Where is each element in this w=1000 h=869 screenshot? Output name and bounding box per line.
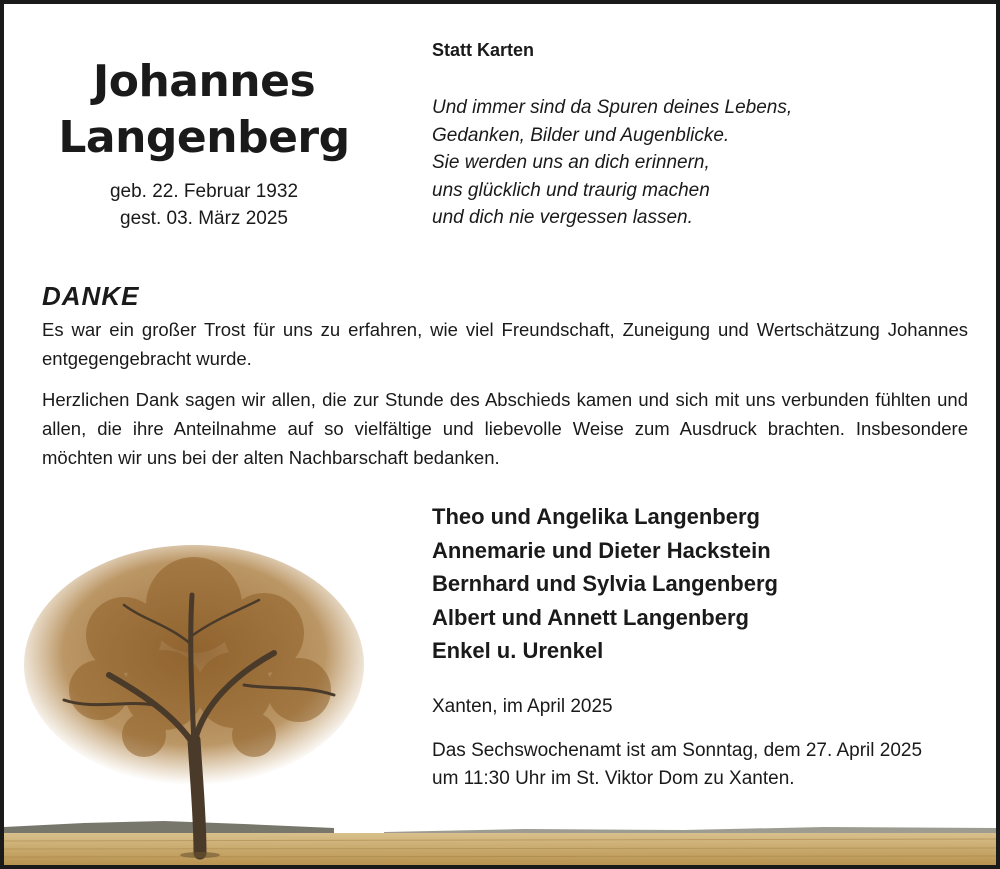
thanks-paragraph-1: Es war ein großer Trost für uns zu erfahren, wie viel Freundschaft, Zuneigung und Wertschätzung Johannes entgegengebracht wurde. bbox=[42, 319, 968, 369]
header-note: Statt Karten bbox=[432, 40, 535, 60]
deceased-first-name: Johannes bbox=[92, 56, 316, 107]
death-date: gest. 03. März 2025 bbox=[120, 208, 288, 229]
birth-date: geb. 22. Februar 1932 bbox=[109, 181, 299, 202]
poem-line: Und immer sind da Spuren deines Lebens, bbox=[432, 97, 793, 118]
deceased-name-block bbox=[44, 54, 364, 232]
poem bbox=[432, 94, 792, 232]
signer-name: Albert und Annett Langenberg bbox=[432, 604, 749, 630]
thanks-heading: DANKE bbox=[42, 281, 140, 311]
signer-name: Bernhard und Sylvia Langenberg bbox=[432, 571, 778, 596]
poem-line: und dich nie vergessen lassen. bbox=[432, 207, 693, 228]
deceased-last-name: Langenberg bbox=[58, 112, 350, 163]
thanks-paragraph-2: Herzlichen Dank sagen wir allen, die zur Stunde des Abschieds kamen und sich mit uns verbunden fühlten und allen, die ihre Anteilnahme auf so vielfältige und liebevolle Weise zum Ausdruck brachten. Insbesondere möchten wir uns bei der alten Nachbarschaft bedanken. bbox=[42, 389, 968, 468]
mass-line: Das Sechswochenamt ist am Sonntag, dem 27. April 2025 bbox=[432, 740, 923, 761]
memorial-mass-info bbox=[432, 737, 922, 792]
signer-name: Annemarie und Dieter Hackstein bbox=[432, 537, 771, 563]
signer-name: Enkel u. Urenkel bbox=[432, 638, 604, 663]
signers-list bbox=[432, 500, 778, 668]
poem-line: uns glücklich und traurig machen bbox=[432, 179, 710, 201]
place-date: Xanten, im April 2025 bbox=[432, 696, 613, 717]
signer-name: Theo und Angelika Langenberg bbox=[432, 504, 760, 529]
poem-line: Sie werden uns an dich erinnern, bbox=[432, 152, 710, 173]
mass-line: um 11:30 Uhr im St. Viktor Dom zu Xanten. bbox=[432, 767, 795, 789]
poem-line: Gedanken, Bilder und Augenblicke. bbox=[432, 124, 730, 146]
